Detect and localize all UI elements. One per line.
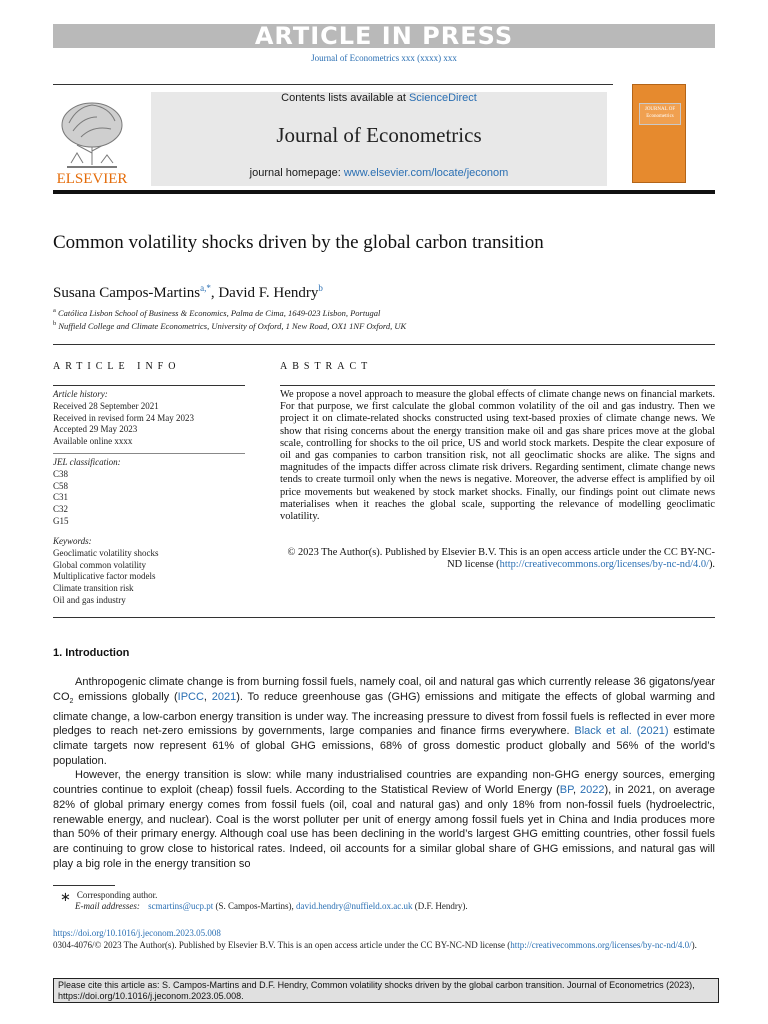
citation-link[interactable]: BP <box>559 784 574 797</box>
author-name[interactable]: Susana Campos-Martins <box>53 285 201 301</box>
please-cite-box: Please cite this article as: S. Campos-Martins and D.F. Hendry, Common volatility shocks driven by the global carbon transition. Journal of Econometrics (2023), https://doi.org/10.1016/j.jeconom.2023.05.008. <box>53 978 719 1003</box>
author-list <box>53 283 323 302</box>
article-info-rule <box>53 385 245 386</box>
info-divider <box>53 453 245 454</box>
license-statement: 0304-4076/© 2023 The Author(s). Published by Elsevier B.V. This is an open access article under the CC BY-NC-ND license (http://creativecommons.org/licenses/by-nc-nd/4.0/). <box>53 939 697 950</box>
jel-classification <box>53 457 245 528</box>
elsevier-wordmark: ELSEVIER <box>56 171 128 185</box>
author-affiliation-marks[interactable]: a,* <box>200 283 211 293</box>
body-text <box>53 675 715 871</box>
affiliation-mark: b <box>53 320 57 327</box>
cover-title: JOURNAL OF Econometrics <box>639 103 681 125</box>
paper-title: Common volatility shocks driven by the global carbon transition <box>53 232 544 253</box>
doi-link[interactable]: https://doi.org/10.1016/j.jeconom.2023.05.008 <box>53 928 221 938</box>
jel-code: C31 <box>53 492 69 503</box>
jel-code: C38 <box>53 468 69 479</box>
email-label: E-mail addresses: <box>75 901 140 911</box>
jel-label: JEL classification: <box>53 457 121 467</box>
history-entry: Accepted 29 May 2023 <box>53 424 138 435</box>
homepage-line <box>151 167 607 179</box>
contents-line <box>151 92 607 104</box>
article-history <box>53 389 245 448</box>
author-affiliation-marks[interactable]: b <box>318 283 323 293</box>
section-heading-introduction: 1. Introduction <box>53 647 130 659</box>
jel-code: C32 <box>53 504 69 515</box>
abstract-text: We propose a novel approach to measure the global effects of climate change news on financial markets. For that purpose, we first calculate the global common volatility of the oil and gas industry. Then we project it on climate-related shocks constructed using text-based proxies of climate change news. We show that rising concerns about the energy transition make oil and gas share prices move at the global scale, controlling for shocks to the oil price, US and world stock markets. Despite the clear exposure of oil and gas companies to carbon transition risk, not all geoclimatic shocks are alike. The signs and magnitudes of the impacts differ across climate risk drivers. Regarding sentiment, climate change news tends to create turmoil only when the news is negative. Moreover, the adverse effect is amplified by oil price movements but weakened by stock market shocks. Finally, our findings point out climate news materialises when it reaches the global scale, supporting the relevance of modelling geoclimatic volatility. <box>280 389 715 523</box>
journal-title: Journal of Econometrics <box>276 123 482 147</box>
affiliation-text: Nuffield College and Climate Econometrics, University of Oxford, 1 New Road, OX1 1NF Oxford, UK <box>58 320 407 331</box>
header-divider <box>53 84 613 85</box>
history-entry: Received in revised form 24 May 2023 <box>53 412 194 423</box>
abstract-heading: ABSTRACT <box>280 361 373 372</box>
license-link[interactable]: http://creativecommons.org/licenses/by-nc-nd/4.0/ <box>499 559 709 571</box>
copyright-suffix: ). <box>708 559 715 571</box>
homepage-prefix: journal homepage: <box>249 167 344 179</box>
email-addresses: E-mail addresses: scmartins@ucp.pt (S. Campos-Martins), david.hendry@nuffield.ox.ac.uk (D.F. Hendry). <box>75 901 468 911</box>
citation-link[interactable]: Black et al. (2021) <box>574 725 669 738</box>
author-separator: , <box>210 285 219 301</box>
paragraph: However, the energy transition is slow: while many industrialised countries are expanding non-GHG energy sources, emerging countries continue to exploit (cheap) fossil fuels. According to the Statistical Review of World Energy (BP, 2022), in 2021, on average 82% of global primary energy comes from fossil fuels (oil, coal and natural gas) and only 18% from non-fossil fuels (hydroelectric, renewable energy, and nuclear). Coal is the worst polluter per unit of energy among fossil fuels yet in China and India produces more than 50% of their primary energy. Although coal use has been declining in the world’s largest GHG emitting countries, other fossil fuels are continuing to grow close to historical rates. Indeed, oil accounts for a similar global share of GHG emissions, and natural gas will play a big role in the energy transition so <box>53 769 715 870</box>
article-in-press-banner: ARTICLE IN PRESS <box>53 24 715 48</box>
elsevier-logo[interactable] <box>53 95 131 185</box>
email-link[interactable]: scmartins@ucp.pt <box>148 901 214 911</box>
asterisk-icon: ∗ <box>60 889 71 904</box>
copyright-prefix: © 2023 The Author(s). Published by Elsevier B.V. This is an open access article under the CC BY-NC-ND license ( <box>287 547 715 571</box>
author-name[interactable]: David F. Hendry <box>218 285 319 301</box>
keywords-label: Keywords: <box>53 536 92 546</box>
affiliation-text: Católica Lisbon School of Business & Economics, Palma de Cima, 1649-023 Lisbon, Portugal <box>58 307 381 318</box>
sciencedirect-link[interactable]: ScienceDirect <box>408 92 477 104</box>
contents-prefix: Contents lists available at <box>281 92 409 104</box>
affiliation <box>53 307 380 318</box>
email-link[interactable]: david.hendry@nuffield.ox.ac.uk <box>295 901 413 911</box>
keyword: Geoclimatic volatility shocks <box>53 547 159 558</box>
corresponding-author-note: ∗ Corresponding author. <box>60 889 158 904</box>
history-label: Article history: <box>53 389 108 399</box>
jel-code: C58 <box>53 480 69 491</box>
journal-cover-thumbnail[interactable] <box>632 84 686 183</box>
license-link[interactable]: http://creativecommons.org/licenses/by-nc-nd/4.0/ <box>510 939 692 950</box>
abstract-rule <box>280 385 715 386</box>
keyword: Oil and gas industry <box>53 594 126 605</box>
keyword: Multiplicative factor models <box>53 571 156 582</box>
affiliation <box>53 320 406 331</box>
history-entry: Available online xxxx <box>53 436 133 447</box>
keyword: Climate transition risk <box>53 583 134 594</box>
abstract-copyright <box>280 547 715 571</box>
citation-link[interactable]: IPCC <box>177 690 204 703</box>
homepage-link[interactable]: www.elsevier.com/locate/jeconom <box>343 167 509 179</box>
title-divider <box>53 344 715 345</box>
article-info-heading: ARTICLE INFO <box>53 361 181 372</box>
affiliation-mark: a <box>53 307 56 314</box>
paragraph: Anthropogenic climate change is from burning fossil fuels, namely coal, oil and natural gas which currently release 36 gigatons/year $CO_2$ emissions globally (IPCC, 2021). To reduce greenhouse gas (GHG) emissions and mitigate the effects of global warming and climate change, a low-carbon energy transition is under way. The increasing pressure to divest from fossil fuels is reflected in ever more pledges to reach net-zero emissions by governments, large companies and finance firms everywhere. Black et al. (2021) estimate climate targets now represent 61% of global GHG emissions, 68% of gross domestic product globally and 56% of the world’s population. <box>53 676 715 767</box>
doi-block <box>53 928 715 951</box>
keywords <box>53 536 245 607</box>
abstract-bottom-rule <box>53 617 715 618</box>
keyword: Global common volatility <box>53 559 146 570</box>
journal-header-box <box>151 92 607 186</box>
header-thick-rule <box>53 190 715 194</box>
journal-citation-link[interactable]: Journal of Econometrics xxx (xxxx) xxx <box>311 53 457 63</box>
history-entry: Received 28 September 2021 <box>53 400 159 411</box>
citation-link[interactable]: 2022 <box>580 784 605 797</box>
jel-code: G15 <box>53 515 69 526</box>
citation-link[interactable]: 2021 <box>211 690 237 703</box>
